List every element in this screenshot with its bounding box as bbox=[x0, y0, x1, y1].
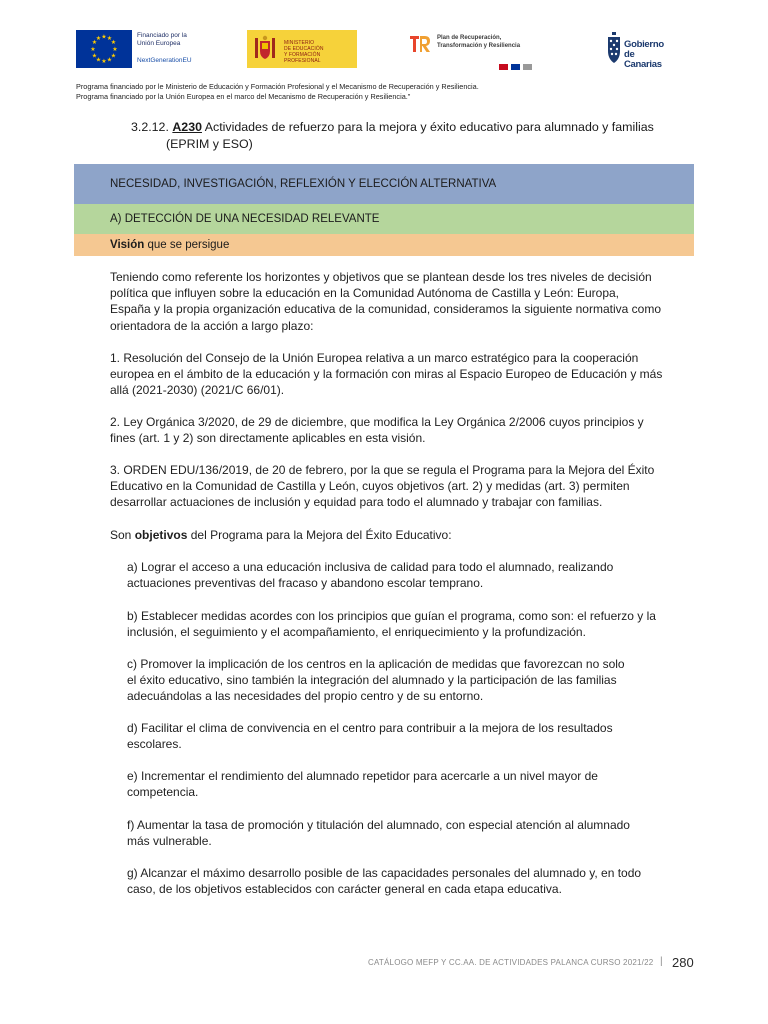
recovery-plan-line1: Plan de Recuperación, bbox=[437, 35, 502, 41]
objective-line: a) Lograr el acceso a una educación inclusiva de calidad para todo el alumnado, realizando bbox=[127, 560, 614, 574]
section-title: Actividades de refuerzo para la mejora y éxito educativo para alumnado y familias bbox=[204, 120, 654, 134]
objective-line: el éxito educativo, sino también la integración del alumnado y la participación de las familias bbox=[127, 673, 617, 688]
svg-text:★: ★ bbox=[95, 35, 102, 42]
eu-flag-icon bbox=[76, 30, 132, 68]
reference-line: desarrollar actuaciones de inclusión y equidad para todo el alumnado y trabajar con familias. bbox=[110, 495, 603, 510]
section-title-continuation: (EPRIM y ESO) bbox=[166, 136, 253, 151]
objective-line: c) Promover la implicación de los centros en la aplicación de medidas que favorezcan no solo bbox=[127, 657, 625, 671]
svg-text:★: ★ bbox=[112, 46, 118, 53]
objective-line: escolares. bbox=[127, 737, 182, 752]
small-flags-icon bbox=[499, 57, 533, 63]
recovery-plan-text bbox=[437, 35, 520, 50]
intro-line: Teniendo como referente los horizontes y objetivos que se plantean desde los tres niveles de decisión bbox=[110, 270, 652, 284]
eu-funding-logo bbox=[76, 30, 200, 68]
section-heading-line1 bbox=[131, 119, 711, 136]
objective-line: actuaciones preventivas del fracaso y abandono escolar temprano. bbox=[127, 576, 484, 591]
svg-text:★: ★ bbox=[110, 52, 117, 60]
eu-logo-text bbox=[137, 32, 187, 48]
recovery-plan-logo bbox=[409, 33, 534, 67]
svg-text:★: ★ bbox=[110, 39, 117, 46]
eu-logo-line1: Financiado por la bbox=[137, 32, 187, 39]
objective-line: inclusión, el seguimiento y el acompañamiento, el enriquecimiento y la profundización. bbox=[127, 625, 586, 640]
reference-1 bbox=[110, 350, 700, 399]
svg-text:★: ★ bbox=[90, 46, 96, 53]
objectives-intro-post: del Programa para la Mejora del Éxito Educativo: bbox=[190, 528, 452, 542]
objective-line: d) Facilitar el clima de convivencia en el centro para contribuir a la mejora de los resultados bbox=[127, 721, 613, 735]
objective-b bbox=[127, 608, 697, 640]
recovery-plan-line2: Transformación y Resiliencia bbox=[437, 42, 521, 49]
band-vision bbox=[74, 234, 694, 256]
objectives-intro-pre: Son bbox=[110, 528, 132, 542]
objective-e bbox=[127, 768, 697, 800]
objective-line: f) Aumentar la tasa de promoción y titulación del alumnado, con especial atención al alumnado bbox=[127, 818, 630, 832]
canarias-line1: Gobierno bbox=[624, 39, 664, 50]
svg-text:★: ★ bbox=[106, 56, 113, 64]
svg-text:★: ★ bbox=[91, 52, 98, 60]
reference-line: 3. ORDEN EDU/136/2019, de 20 de febrero, por la que se regula el Programa para la Mejora del Éxito bbox=[110, 463, 655, 477]
intro-paragraph bbox=[110, 269, 700, 334]
band-vision-rest: que se persigue bbox=[147, 239, 230, 251]
ministry-line2: DE EDUCACIÓN bbox=[284, 46, 324, 52]
intro-line: política que influyen sobre la educación en la Comunidad Autónoma de Castilla y León: Europa, bbox=[110, 286, 619, 301]
reference-line: 1. Resolución del Consejo de la Unión Europea relativa a un marco estratégico para la cooperación bbox=[110, 351, 639, 365]
spain-coat-of-arms-icon bbox=[253, 35, 277, 63]
reference-line: europea en el ámbito de la educación y la formación con miras al Espacio Europeo de Educación y más bbox=[110, 367, 663, 382]
svg-text:★: ★ bbox=[106, 35, 113, 42]
objective-line: competencia. bbox=[127, 785, 199, 800]
reference-line: fines (art. 1 y 2) son directamente aplicables en esta visión. bbox=[110, 431, 426, 446]
intro-line: España y la propia organización educativa de la comunidad, consideramos la siguiente normativa como bbox=[110, 302, 661, 317]
objectives-intro-bold: objetivos bbox=[134, 528, 188, 542]
reference-line: 2. Ley Orgánica 3/2020, de 29 de diciembre, que modifica la Ley Orgánica 2/2006 cuyos principios y bbox=[110, 415, 644, 429]
page-number: 280 bbox=[672, 955, 694, 970]
reference-3 bbox=[110, 462, 700, 511]
objective-d bbox=[127, 720, 697, 752]
reference-2 bbox=[110, 414, 700, 446]
svg-text:★: ★ bbox=[101, 33, 107, 41]
activity-code: A230 bbox=[172, 120, 202, 134]
objectives-intro bbox=[110, 527, 700, 543]
section-heading bbox=[131, 119, 711, 152]
reference-line: Educativo en la Comunidad de Castilla y León, cuyos objetivos (art. 2) y medidas (art. 3) permiten bbox=[110, 479, 630, 494]
objective-line: g) Alcanzar el máximo desarrollo posible de las capacidades personales del alumnado y, en todo bbox=[127, 866, 642, 880]
intro-line: orientadora de la acción a largo plazo: bbox=[110, 318, 314, 333]
recovery-plan-mark-icon bbox=[409, 33, 431, 55]
objective-g bbox=[127, 865, 697, 897]
band-deteccion: A) DETECCIÓN DE UNA NECESIDAD RELEVANTE bbox=[74, 204, 694, 234]
ministry-line1: MINISTERIO bbox=[284, 40, 315, 46]
gobierno-canarias-logo bbox=[606, 31, 670, 70]
svg-text:★: ★ bbox=[95, 56, 102, 64]
next-generation-eu-label: NextGenerationEU bbox=[137, 57, 192, 64]
funding-statement bbox=[76, 82, 696, 102]
reference-line: allá (2021-2030) (2021/C 66/01). bbox=[110, 383, 285, 398]
ministry-logo-text bbox=[284, 40, 357, 64]
funding-line1: Programa financiado por le Ministerio de Educación y Formación Profesional y el Mecanismo de Recuperación y Resiliencia. bbox=[76, 82, 479, 91]
ministry-logo bbox=[247, 30, 357, 68]
gobierno-canarias-text bbox=[624, 40, 670, 70]
canarias-line2: de Canarias bbox=[624, 49, 662, 70]
funding-line2: Programa financiado por la Unión Europea en el marco del Mecanismo de Recuperación y Resiliencia." bbox=[76, 92, 411, 101]
objective-a bbox=[127, 559, 697, 591]
canarias-shield-icon bbox=[606, 31, 622, 65]
objective-f bbox=[127, 817, 697, 849]
section-number: 3.2.12. bbox=[131, 120, 169, 134]
ministry-line3: Y FORMACIÓN PROFESIONAL bbox=[284, 52, 321, 64]
footer-catalog: CATÁLOGO MEFP Y CC.AA. DE ACTIVIDADES PALANCA CURSO 2021/22 bbox=[368, 958, 654, 967]
svg-text:★: ★ bbox=[101, 58, 107, 65]
objective-c bbox=[127, 656, 697, 705]
eu-logo-line2: Unión Europea bbox=[137, 40, 181, 47]
band-necesidad: NECESIDAD, INVESTIGACIÓN, REFLEXIÓN Y ELECCIÓN ALTERNATIVA bbox=[74, 164, 694, 204]
band-vision-bold: Visión bbox=[110, 239, 145, 251]
objective-line: e) Incrementar el rendimiento del alumnado repetidor para acercarle a un nivel mayor de bbox=[127, 769, 598, 783]
footer-separator: | bbox=[660, 956, 663, 967]
objective-line: b) Establecer medidas acordes con los principios que guían el programa, como son: el refuerzo y la bbox=[127, 609, 656, 623]
svg-text:★: ★ bbox=[91, 39, 98, 46]
objective-line: caso, de los objetivos establecidos con carácter general en cada etapa educativa. bbox=[127, 882, 562, 897]
objective-line: más vulnerable. bbox=[127, 834, 212, 849]
objective-line: adecuándolas a las necesidades del propio centro y de su entorno. bbox=[127, 689, 484, 704]
